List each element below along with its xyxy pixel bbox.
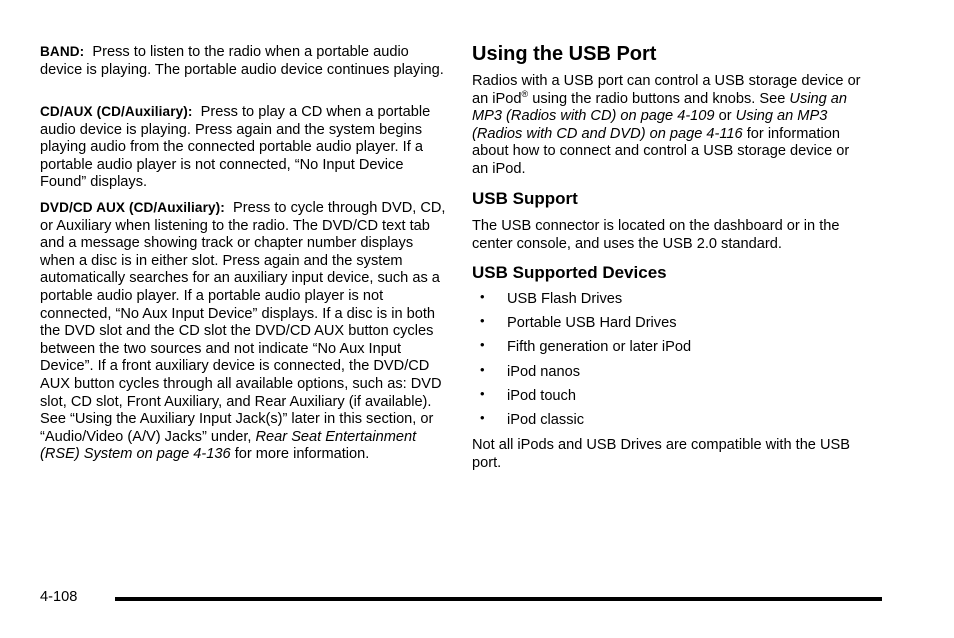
footer-rule (115, 597, 882, 601)
intro-text-a: Radios with a USB port can control a USB storage device or an iPod (472, 73, 861, 107)
dvdcd-text: Press to cycle through DVD, CD, or Auxiliary when listening to the radio. The DVD/CD text tab and a message showing track or chapter number displays when a disc is in either slot. Press again and the system automatically searches for an auxiliary input device, such as a portable audio player. If a portable audio player is not connected, “No Aux Input Device” displays. If a disc is in both the DVD slot and the CD slot the DVD/CD AUX button cycles between the two sources and not indicate “No Aux Input Device”. If a front auxiliary device is connected, the DVD/CD AUX button cycles through all available options, such as: DVD slot, CD slot, Front Auxiliary, and Rear Auxiliary (if available). See “Using the Auxiliary Input Jack(s)” later in this section, or “Audio/Video (A/V) Jacks” under, (40, 200, 446, 445)
usb-devices-heading: USB Supported Devices (472, 263, 667, 282)
list-item: • USB Flash Drives (480, 289, 623, 307)
bullet-icon: • (480, 409, 485, 425)
intro-or: or (718, 108, 732, 125)
bullet-icon: • (480, 337, 485, 353)
section-title: Using the USB Port (472, 43, 657, 65)
band-term: BAND: (40, 44, 85, 59)
intro-text-b: using the radio buttons and knobs. See (532, 90, 786, 107)
bullet-icon: • (480, 385, 485, 401)
intro-reference-1: Using an MP3 (Radios with CD) on page 4-109 (472, 90, 848, 125)
list-item: • iPod classic (480, 409, 585, 428)
band-paragraph (40, 43, 450, 79)
bullet-icon: • (480, 289, 485, 304)
usb-support-text: The USB connector is located on the dashboard or in the center console, and uses the USB 2.0 standard. (472, 218, 840, 252)
list-item: • Portable USB Hard Drives (480, 313, 677, 332)
list-item: • iPod nanos (480, 361, 581, 380)
list-item: • iPod touch (480, 385, 576, 404)
compatibility-note: Not all iPods and USB Drives are compatible with the USB port. (472, 437, 850, 471)
dvdcd-tail: for more information. (234, 446, 370, 463)
intro-paragraph (472, 73, 867, 179)
dvdcd-term: DVD/CD AUX (CD/Auxiliary): (40, 200, 225, 215)
intro-reference-2: Using an MP3 (Radios with CD and DVD) on page 4-116 (472, 108, 828, 142)
usb-support-heading: USB Support (472, 189, 578, 208)
dvdcd-reference: Rear Seat Entertainment (RSE) System on page 4-136 (40, 428, 417, 463)
dvdcd-paragraph (40, 199, 450, 464)
list-item: • Fifth generation or later iPod (480, 337, 692, 356)
cdaux-term: CD/AUX (CD/Auxiliary): (40, 104, 193, 119)
bullet-icon: • (480, 313, 485, 329)
bullet-icon: • (480, 361, 485, 377)
intro-text-c: for information about how to connect and control a USB storage device or an iPod. (472, 125, 850, 177)
band-text: Press to listen to the radio when a portable audio device is playing. The portable audio device continues playing. (40, 44, 444, 78)
cdaux-paragraph (40, 103, 440, 192)
page-number: 4-108 (40, 589, 78, 605)
usb-devices-list (472, 291, 872, 436)
registered-mark: ® (521, 88, 529, 99)
cdaux-text: Press to play a CD when a portable audio device is playing. Press again and the system begins playing audio from the connected portable audio player. If a portable audio player is not connected, “No Input Device Found” displays. (40, 104, 431, 191)
